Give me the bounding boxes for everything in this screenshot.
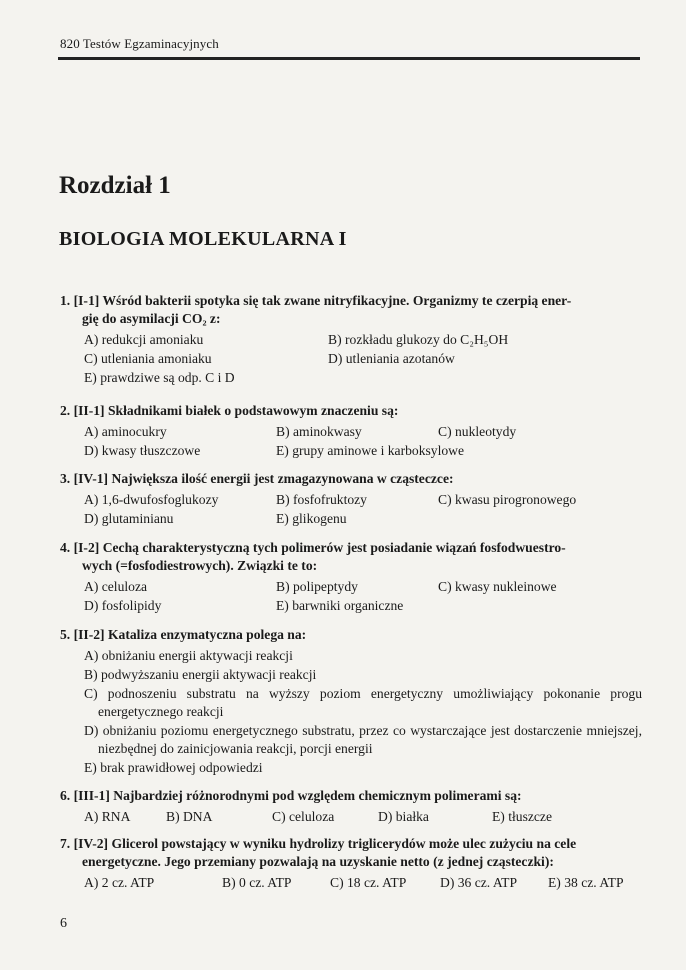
answer-option: B) aminokwasy bbox=[276, 423, 362, 439]
answer-option: C) 18 cz. ATP bbox=[330, 874, 407, 890]
answer-option: D) glutaminianu bbox=[84, 510, 174, 526]
question-text: Cechą charakterystyczną tych polimerów jest posiadanie wiązań fosfodwuestro- bbox=[102, 540, 566, 555]
answer-options bbox=[60, 807, 642, 826]
question-text: Składnikami białek o podstawowym znaczeniu są: bbox=[107, 403, 399, 418]
running-header: 820 Testów Egzaminacyjnych bbox=[60, 36, 219, 51]
question-number: 3. bbox=[60, 471, 71, 486]
answer-option: E) tłuszcze bbox=[492, 808, 553, 824]
answer-option: A) 1,6-dwufosfoglukozy bbox=[84, 491, 219, 507]
header-rule bbox=[58, 57, 640, 60]
chapter-title: Rozdział 1 bbox=[59, 172, 171, 199]
question-7 bbox=[60, 835, 642, 892]
answer-option: E) grupy aminowe i karboksylowe bbox=[276, 442, 465, 458]
question-code: [III-1] bbox=[73, 788, 110, 803]
answer-option: B) DNA bbox=[166, 808, 213, 824]
question-text: Największa ilość energii jest zmagazynowana w cząsteczce: bbox=[111, 471, 454, 486]
answer-option: B) 0 cz. ATP bbox=[222, 874, 292, 890]
answer-option: A) celuloza bbox=[84, 578, 148, 594]
question-1-stem bbox=[60, 292, 642, 310]
question-text-cont: gię do asymilacji CO₂ z: bbox=[82, 311, 221, 326]
answer-option: A) aminocukry bbox=[84, 423, 167, 439]
section-title: BIOLOGIA MOLEKULARNA I bbox=[59, 228, 347, 250]
answer-options bbox=[60, 422, 642, 460]
answer-option: B) polipeptydy bbox=[276, 578, 358, 594]
answer-option: C) podnoszeniu substratu na wyższy poziom energetyczny umożliwiający pokonanie progu energetycznego reakcji bbox=[84, 686, 642, 719]
question-text: Wśród bakterii spotyka się tak zwane nitryfikacyjne. Organizmy te czerpią ener- bbox=[102, 293, 572, 308]
question-number: 1. bbox=[60, 293, 71, 308]
answer-options bbox=[60, 873, 642, 892]
answer-option: D) białka bbox=[378, 808, 429, 824]
answer-option: B) rozkładu glukozy do C₂H₅OH bbox=[328, 331, 509, 347]
answer-option: D) fosfolipidy bbox=[84, 597, 162, 613]
question-code: [IV-1] bbox=[73, 471, 109, 486]
answer-option: B) podwyższaniu energii aktywacji reakcji bbox=[84, 667, 317, 682]
answer-option: D) utleniania azotanów bbox=[328, 350, 455, 366]
answer-option: A) 2 cz. ATP bbox=[84, 874, 155, 890]
question-5 bbox=[60, 626, 642, 778]
question-code: [I-1] bbox=[73, 293, 100, 308]
question-5-stem bbox=[60, 626, 642, 644]
answer-option: B) fosfofruktozy bbox=[276, 491, 367, 507]
question-text: Kataliza enzymatyczna polega na: bbox=[107, 627, 307, 642]
question-3-stem bbox=[60, 470, 642, 488]
question-number: 2. bbox=[60, 403, 71, 418]
answer-option: D) 36 cz. ATP bbox=[440, 874, 518, 890]
question-text-cont: energetyczne. Jego przemiany pozwalają na uzyskanie netto (z jednej cząsteczki): bbox=[82, 854, 554, 869]
answer-option: C) nukleotydy bbox=[438, 423, 517, 439]
answer-option: C) kwasu pirogronowego bbox=[438, 491, 577, 507]
question-code: [II-2] bbox=[73, 627, 105, 642]
question-number: 4. bbox=[60, 540, 71, 555]
question-3 bbox=[60, 470, 642, 528]
answer-options bbox=[84, 647, 642, 777]
answer-option: D) obniżaniu poziomu energetycznego substratu, przez co wystarczające jest dostarczenie mniejszej, niezbędnej do zainicjowania reakcji, porcji energii bbox=[84, 723, 642, 756]
question-6 bbox=[60, 787, 642, 826]
question-4 bbox=[60, 539, 642, 615]
answer-options bbox=[60, 577, 642, 615]
answer-option: E) glikogenu bbox=[276, 510, 347, 526]
question-text-cont: wych (=fosfodiestrowych). Związki te to: bbox=[82, 558, 318, 573]
question-number: 7. bbox=[60, 836, 71, 851]
answer-option: E) brak prawidłowej odpowiedzi bbox=[84, 760, 263, 775]
question-number: 5. bbox=[60, 627, 71, 642]
answer-option: A) redukcji amoniaku bbox=[84, 331, 204, 347]
question-code: [IV-2] bbox=[73, 836, 109, 851]
page-number: 6 bbox=[60, 916, 67, 931]
question-code: [I-2] bbox=[73, 540, 100, 555]
answer-option: D) kwasy tłuszczowe bbox=[84, 442, 201, 458]
question-6-stem bbox=[60, 787, 642, 805]
answer-options bbox=[60, 490, 642, 528]
question-text: Najbardziej różnorodnymi pod względem chemicznym polimerami są: bbox=[113, 788, 522, 803]
answer-option: A) obniżaniu energii aktywacji reakcji bbox=[84, 648, 293, 663]
answer-options bbox=[60, 330, 642, 387]
question-2 bbox=[60, 402, 642, 460]
question-1 bbox=[60, 292, 642, 387]
answer-option: E) prawdziwe są odp. C i D bbox=[84, 369, 235, 385]
question-7-stem bbox=[60, 835, 642, 853]
answer-option: A) RNA bbox=[84, 808, 131, 824]
answer-option: C) kwasy nukleinowe bbox=[438, 578, 557, 594]
answer-option: C) utleniania amoniaku bbox=[84, 350, 212, 366]
answer-option: C) celuloza bbox=[272, 808, 335, 824]
question-code: [II-1] bbox=[73, 403, 105, 418]
question-text: Glicerol powstający w wyniku hydrolizy triglicerydów może ulec zużyciu na cele bbox=[111, 836, 577, 851]
answer-option: E) 38 cz. ATP bbox=[548, 874, 624, 890]
question-number: 6. bbox=[60, 788, 71, 803]
question-4-stem bbox=[60, 539, 642, 557]
answer-option: E) barwniki organiczne bbox=[276, 597, 404, 613]
question-2-stem bbox=[60, 402, 642, 420]
